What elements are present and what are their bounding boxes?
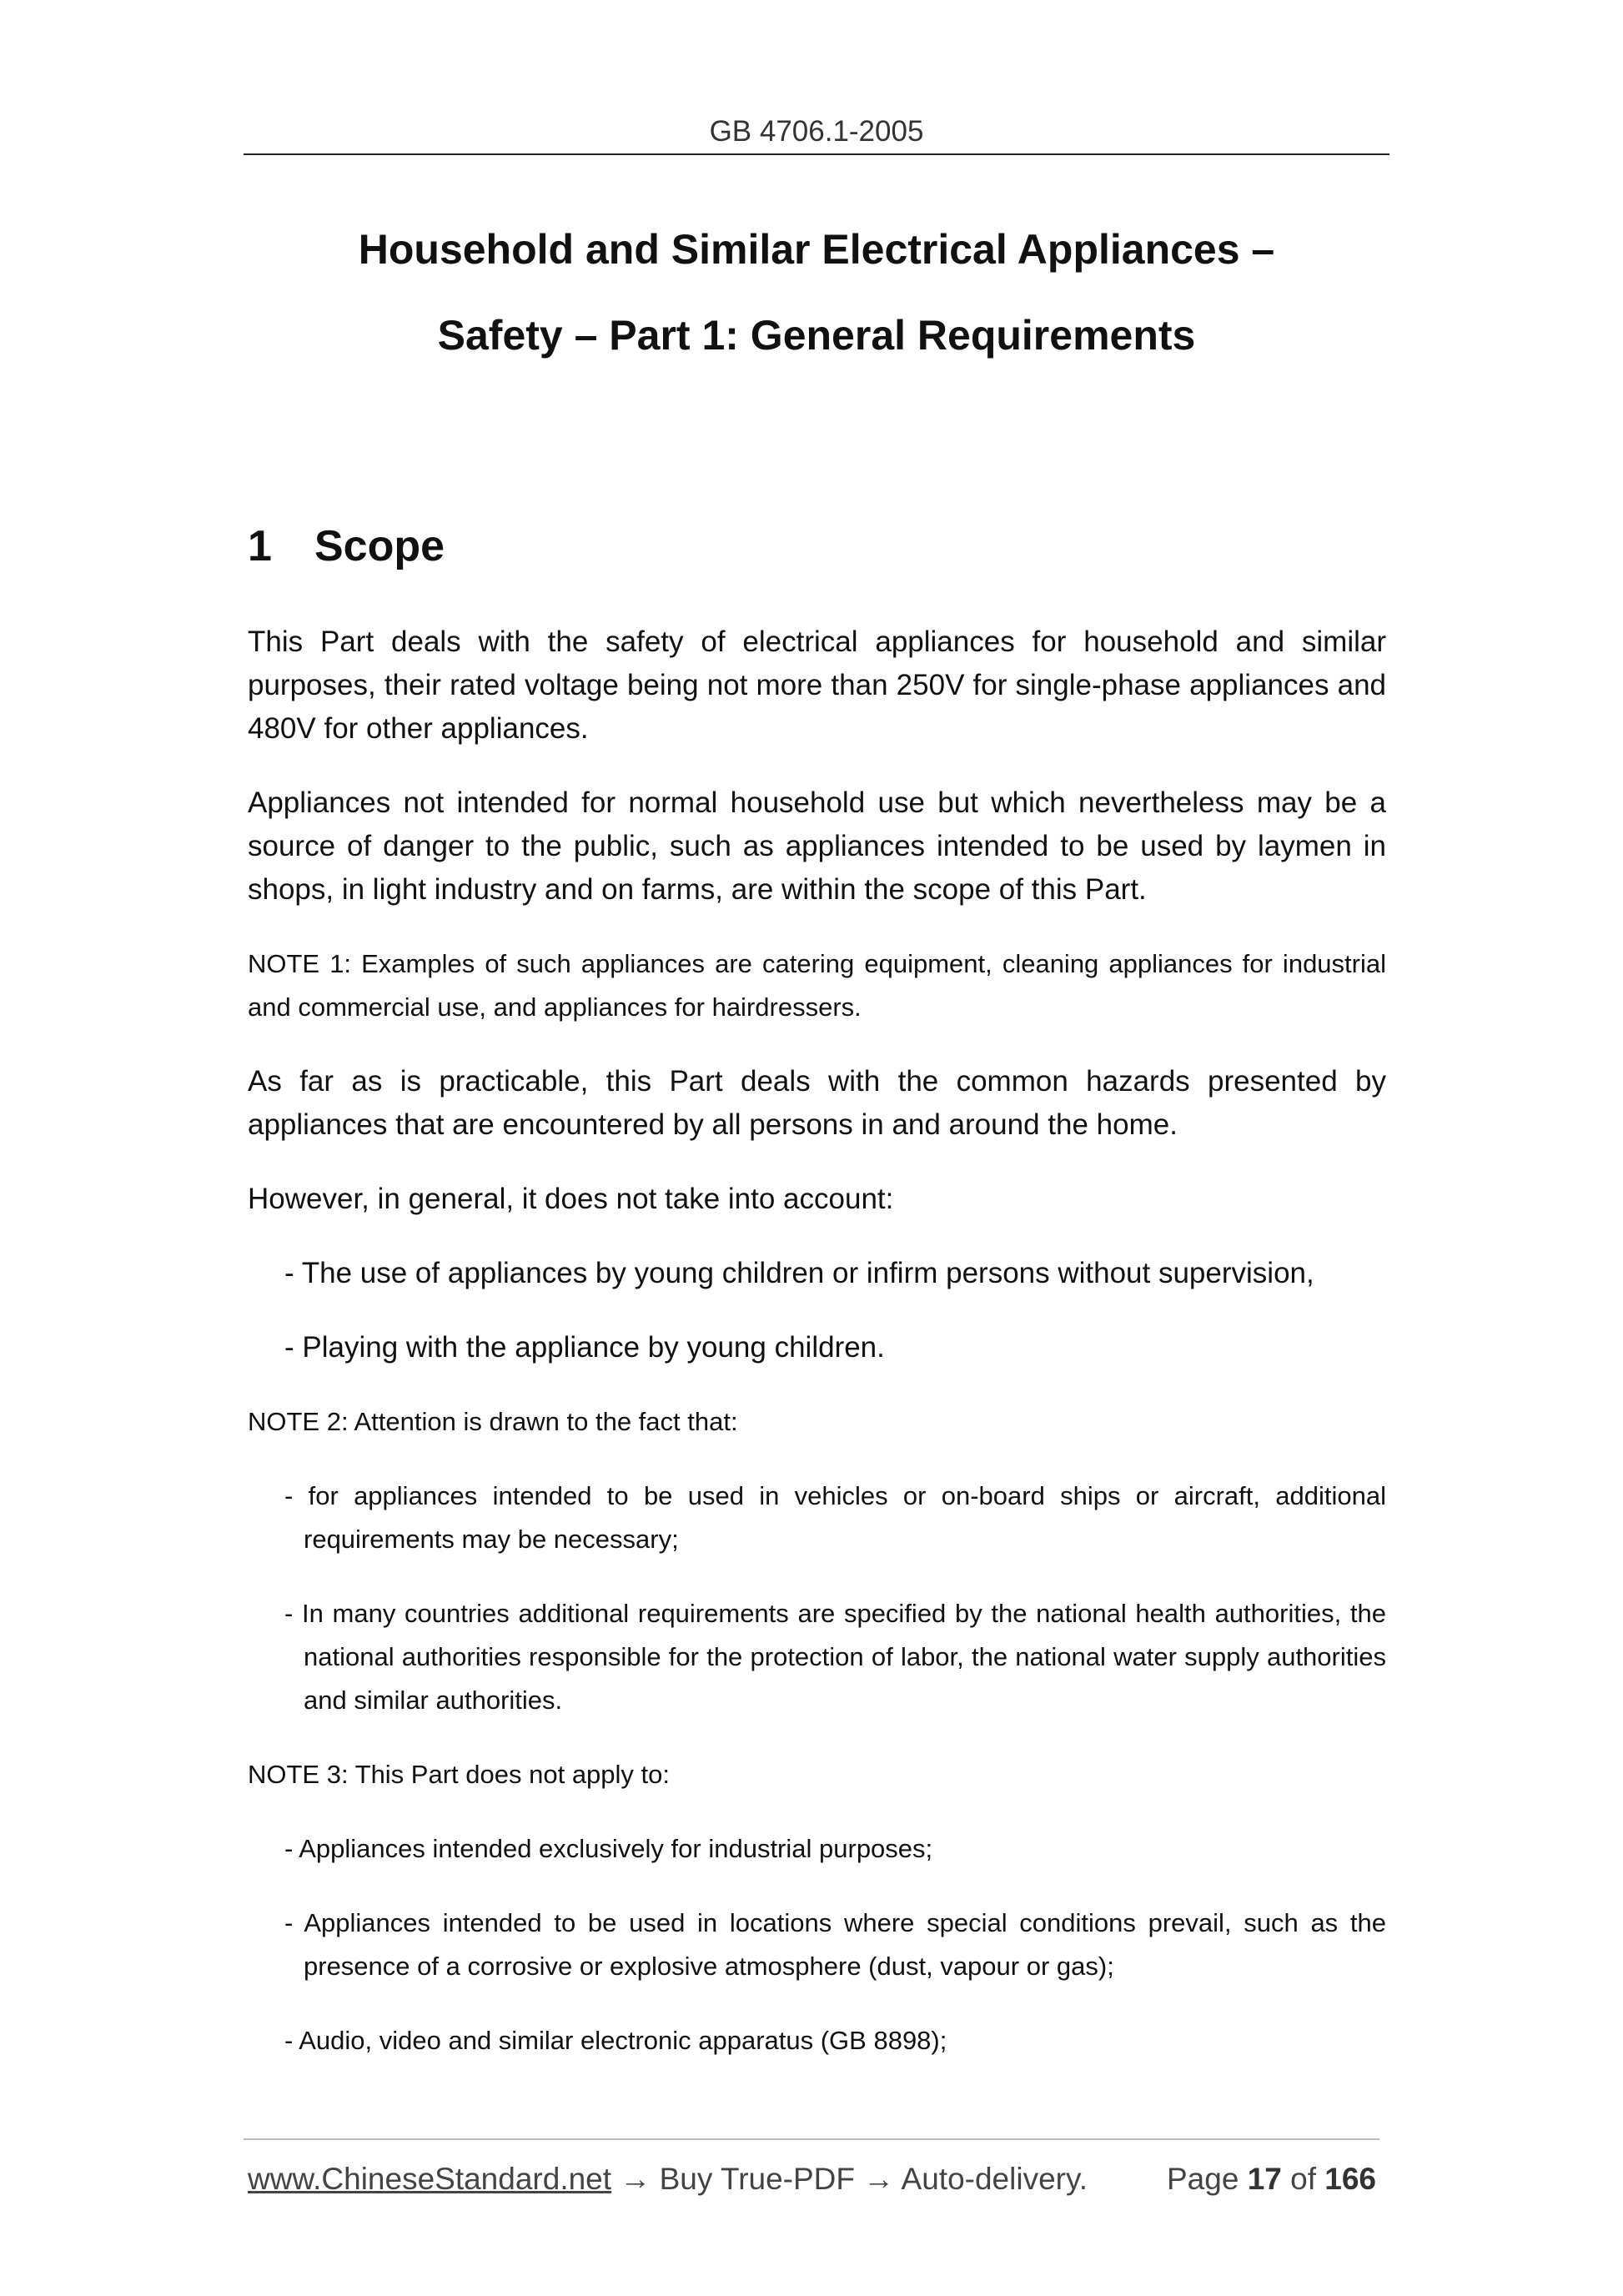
note-1: NOTE 1: Examples of such appliances are catering equipment, cleaning appliances for industrial and commercial use, and appliances for hairdressers. — [248, 949, 1386, 1022]
buy-text: Buy True-PDF — [659, 2162, 856, 2196]
section-number: 1 — [248, 522, 272, 570]
section-heading — [248, 517, 445, 575]
note-3-item: - Audio, video and similar electronic apparatus (GB 8898); — [284, 2026, 947, 2055]
note-3-item: - Appliances intended exclusively for industrial purposes; — [284, 1834, 933, 1863]
page-label: Page — [1166, 2162, 1239, 2196]
note-2-item: - for appliances intended to be used in vehicles or on-board ships or aircraft, additional requirements may be necessary; — [284, 1481, 1386, 1554]
section-title: Scope — [314, 522, 445, 570]
note-2: NOTE 2: Attention is drawn to the fact that: — [248, 1407, 738, 1436]
note-2-item: - In many countries additional requirements are specified by the national health authorities, the national authorities responsible for the protection of labor, the national water supply authorities and similar authorities. — [284, 1599, 1386, 1715]
paragraph-scope-4: However, in general, it does not take into account: — [248, 1183, 894, 1215]
paragraph-scope-3: As far as is practicable, this Part deals with the common hazards presented by appliances that are encountered by all persons in and around the home. — [248, 1065, 1386, 1141]
footer-divider — [244, 2138, 1379, 2140]
page-footer — [248, 2158, 1376, 2200]
note-3: NOTE 3: This Part does not apply to: — [248, 1760, 671, 1789]
section-body — [248, 620, 1386, 2093]
list-item: - The use of appliances by young children or infirm persons without supervision, — [284, 1257, 1314, 1289]
header-divider — [244, 153, 1389, 155]
page-of: of — [1290, 2162, 1316, 2196]
title-line-1: Household and Similar Electrical Appliances – — [358, 226, 1275, 273]
list-item: - Playing with the appliance by young children. — [284, 1331, 885, 1364]
arrow-right-icon: → — [863, 2162, 895, 2196]
note-3-item: - Appliances intended to be used in locations where special conditions prevail, such as the presence of a corrosive or explosive atmosphere (dust, vapour or gas); — [284, 1908, 1386, 1981]
paragraph-scope-1: This Part deals with the safety of electrical appliances for household and similar purposes, their rated voltage being not more than 250V for single-phase appliances and 480V for other appliances. — [248, 625, 1386, 745]
title-line-2: Safety – Part 1: General Requirements — [437, 312, 1196, 359]
page-current: 17 — [1247, 2162, 1282, 2196]
delivery-text: Auto-delivery. — [901, 2162, 1088, 2196]
arrow-right-icon: → — [620, 2162, 651, 2196]
footer-promo — [248, 2158, 1088, 2200]
site-link[interactable]: www.ChineseStandard.net — [248, 2162, 612, 2196]
page-total: 166 — [1324, 2162, 1376, 2196]
paragraph-scope-2: Appliances not intended for normal household use but which nevertheless may be a source of danger to the public, such as appliances intended to be used by laymen in shops, in light industry and on farms, are within the scope of this Part. — [248, 786, 1386, 906]
page-counter — [1167, 2158, 1376, 2200]
running-header: GB 4706.1-2005 — [709, 115, 924, 148]
document-title — [244, 207, 1389, 379]
